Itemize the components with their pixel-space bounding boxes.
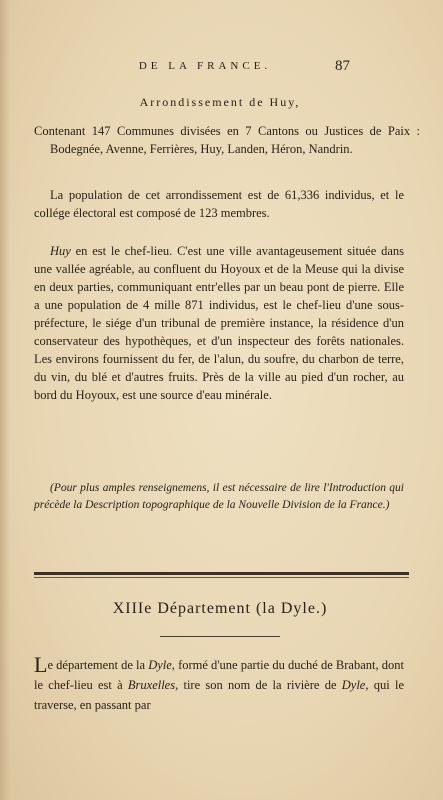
bruxelles-name: Bruxelles (127, 678, 176, 692)
dept-text-4: , qui le traverse, en passant par (34, 678, 404, 712)
section-divider-thick (34, 572, 409, 575)
huy-description: en est le chef-lieu. C'est une ville avantageusement située dans une vallée agréable, au confluent du Hoyoux et de la Meuse qui la divise en deux parties, communiquant entr'elles par un beau pont de pierre. Elle a une population de 4 mille 871 individus, est le chef-lieu d'une sous-préfecture, le siége d'un tribunal de première instance, la résidence d'un conservateur des hypothèques, et d'un inspecteur des forêts nationales. Les environs fournissent du fer, de l'alun, du soufre, du charbon de terre, du vin, du blé et d'autres fruits. Près de la ville au pied d'un rocher, au bord du Hoyoux, est une source d'eau minérale. (34, 244, 404, 402)
dyle-name: Dyle (148, 658, 172, 672)
dept-text-1: e département de la (47, 658, 149, 672)
dept-text-3: , tire son nom de la rivière de (175, 678, 342, 692)
huy-paragraph (34, 242, 404, 404)
arrondissement-title: Arrondissement de Huy, (139, 95, 301, 109)
page-gutter-shadow (0, 0, 10, 800)
title-underline (160, 636, 280, 637)
page-number: 87 (335, 58, 350, 74)
section-divider-thin (34, 577, 409, 578)
department-paragraph (34, 652, 404, 715)
reference-note: (Pour plus amples renseignemens, il est nécessaire de lire l'Introduction qui précède la Description topographique de la Nouvelle Division de la France.) (34, 482, 404, 511)
dyle-name-2: Dyle (341, 678, 366, 692)
department-title: XIIIe Département (la Dyle.) (112, 600, 328, 617)
huy-name: Huy (50, 244, 71, 258)
dept-text-2: , formé d'une partie du duché de Brabant, dont le chef-lieu est à (34, 658, 404, 692)
communes-paragraph: Contenant 147 Communes divisées en 7 Cantons ou Justices de Paix : Bodegnée, Avenne, Ferrières, Huy, Landen, Héron, Nandrin. (34, 124, 420, 156)
drop-cap: L (34, 652, 48, 677)
running-head: DE LA FRANCE. (138, 60, 272, 72)
population-paragraph: La population de cet arrondissement est de 61,336 individus, et le collége électoral est composé de 123 membres. (34, 188, 404, 220)
